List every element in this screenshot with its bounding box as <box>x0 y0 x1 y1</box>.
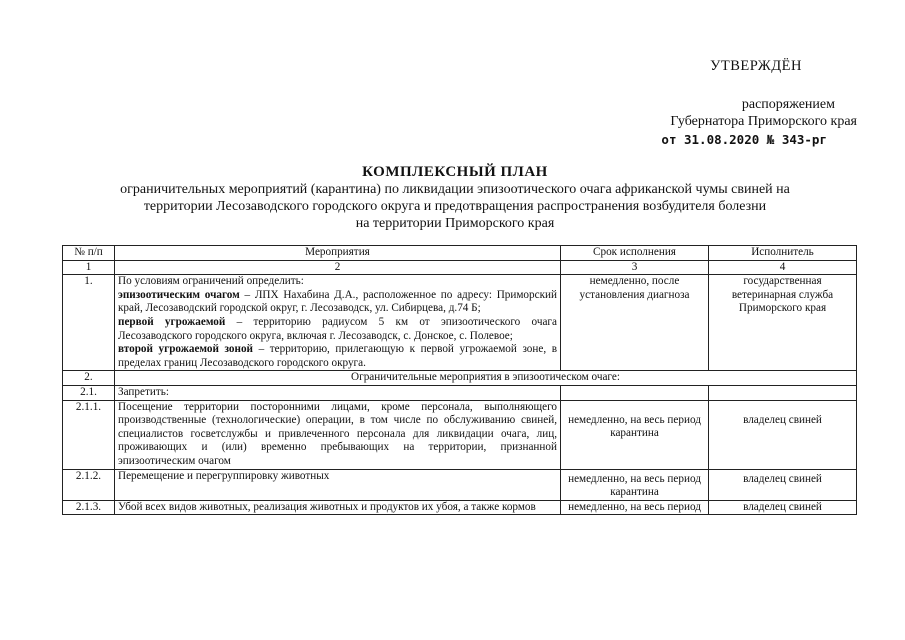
row-measure-intro: По условиям ограничений определить: <box>118 275 304 288</box>
section-title: Ограничительные мероприятия в эпизоотическом очаге: <box>115 371 857 386</box>
row-term: немедленно, на весь период карантина <box>561 400 709 469</box>
column-number-4: 4 <box>709 260 857 275</box>
table-column-number-row <box>63 260 857 275</box>
row-measure: Перемещение и перегруппировку животных <box>115 469 561 500</box>
row-measure-first-zone <box>118 316 557 343</box>
first-zone-term: первой угрожаемой <box>118 315 226 328</box>
approval-line-order: распоряжением <box>741 97 835 112</box>
subsection-term-empty <box>561 385 709 400</box>
header-executor: Исполнитель <box>709 246 857 261</box>
section-number: 2. <box>63 371 115 386</box>
first-zone-description: – территорию радиусом 5 км от эпизоотического очага Лесозаводского городского округа, включая г. Лесозаводск, с. Донское, с. Полевое; <box>118 315 557 342</box>
table-row <box>63 500 857 515</box>
table-row <box>63 469 857 500</box>
plan-table <box>62 245 857 515</box>
document-title-block <box>60 163 850 232</box>
section-row <box>63 371 857 386</box>
row-executor: владелец свиней <box>709 500 857 515</box>
second-zone-term: второй угрожаемой зоной <box>118 343 254 356</box>
second-zone-description: – территорию, прилегающую к первой угрожаемой зоне, в пределах границ Лесозаводского городского округа. <box>118 343 558 369</box>
subsection-number: 2.1. <box>63 385 115 400</box>
subsection-title: Запретить: <box>115 385 561 400</box>
row-measure-focus <box>118 289 557 316</box>
row-executor: владелец свиней <box>709 469 857 500</box>
document-subtitle-line-3: на территории Приморского края <box>355 216 555 231</box>
header-number: № п/п <box>63 246 115 261</box>
row-measure-second-zone <box>118 343 557 370</box>
table-row <box>63 275 857 371</box>
row-term: немедленно, на весь период карантина <box>561 469 709 500</box>
approval-heading: УТВЕРЖДЁН <box>710 58 802 74</box>
subsection-executor-empty <box>709 385 857 400</box>
row-number: 2.1.2. <box>63 469 115 500</box>
focus-term: эпизоотическим очагом <box>118 288 240 301</box>
row-executor: государственная ветеринарная служба Приморского края <box>709 275 857 371</box>
table-row <box>63 400 857 469</box>
approval-line-date-number: от 31.08.2020 № 343-рг <box>661 132 827 147</box>
row-number: 2.1.1. <box>63 400 115 469</box>
approval-line-governor: Губернатора Приморского края <box>670 114 857 129</box>
row-number: 2.1.3. <box>63 500 115 515</box>
header-measures: Мероприятия <box>115 246 561 261</box>
document-subtitle-line-2: территории Лесозаводского городского округа и предотвращения распространения возбудителя болезни <box>143 199 767 214</box>
row-term: немедленно, на весь период <box>561 500 709 515</box>
row-measure: Убой всех видов животных, реализация животных и продуктов их убоя, а также кормов <box>115 500 561 515</box>
header-term: Срок исполнения <box>561 246 709 261</box>
document-subtitle-line-1: ограничительных мероприятий (карантина) по ликвидации эпизоотического очага африканской чумы свиней на <box>120 182 790 197</box>
row-executor: владелец свиней <box>709 400 857 469</box>
column-number-2: 2 <box>115 260 561 275</box>
row-measure: Посещение территории посторонними лицами, кроме персонала, выполняющего производственные (технологические) операции, в том числе по обслуживанию свиней, специалистов госветслужбы и привлеченного персонала для ликвидации очага, лиц, проживающих и (или) временно пребывающих на территории, признанной эпизоотическим очагом <box>115 400 561 469</box>
column-number-3: 3 <box>561 260 709 275</box>
row-number: 1. <box>63 275 115 371</box>
table-header-row <box>63 246 857 261</box>
row-term: немедленно, после установления диагноза <box>561 275 709 371</box>
subsection-row <box>63 385 857 400</box>
document-title: КОМПЛЕКСНЫЙ ПЛАН <box>362 164 548 180</box>
column-number-1: 1 <box>63 260 115 275</box>
focus-description: – ЛПХ Нахабина Д.А., расположенное по адресу: Приморский край, Лесозаводский городской округ, г. Лесозаводск, ул. Сибирцева, д.74 Б; <box>118 288 557 315</box>
row-measure <box>115 275 561 371</box>
